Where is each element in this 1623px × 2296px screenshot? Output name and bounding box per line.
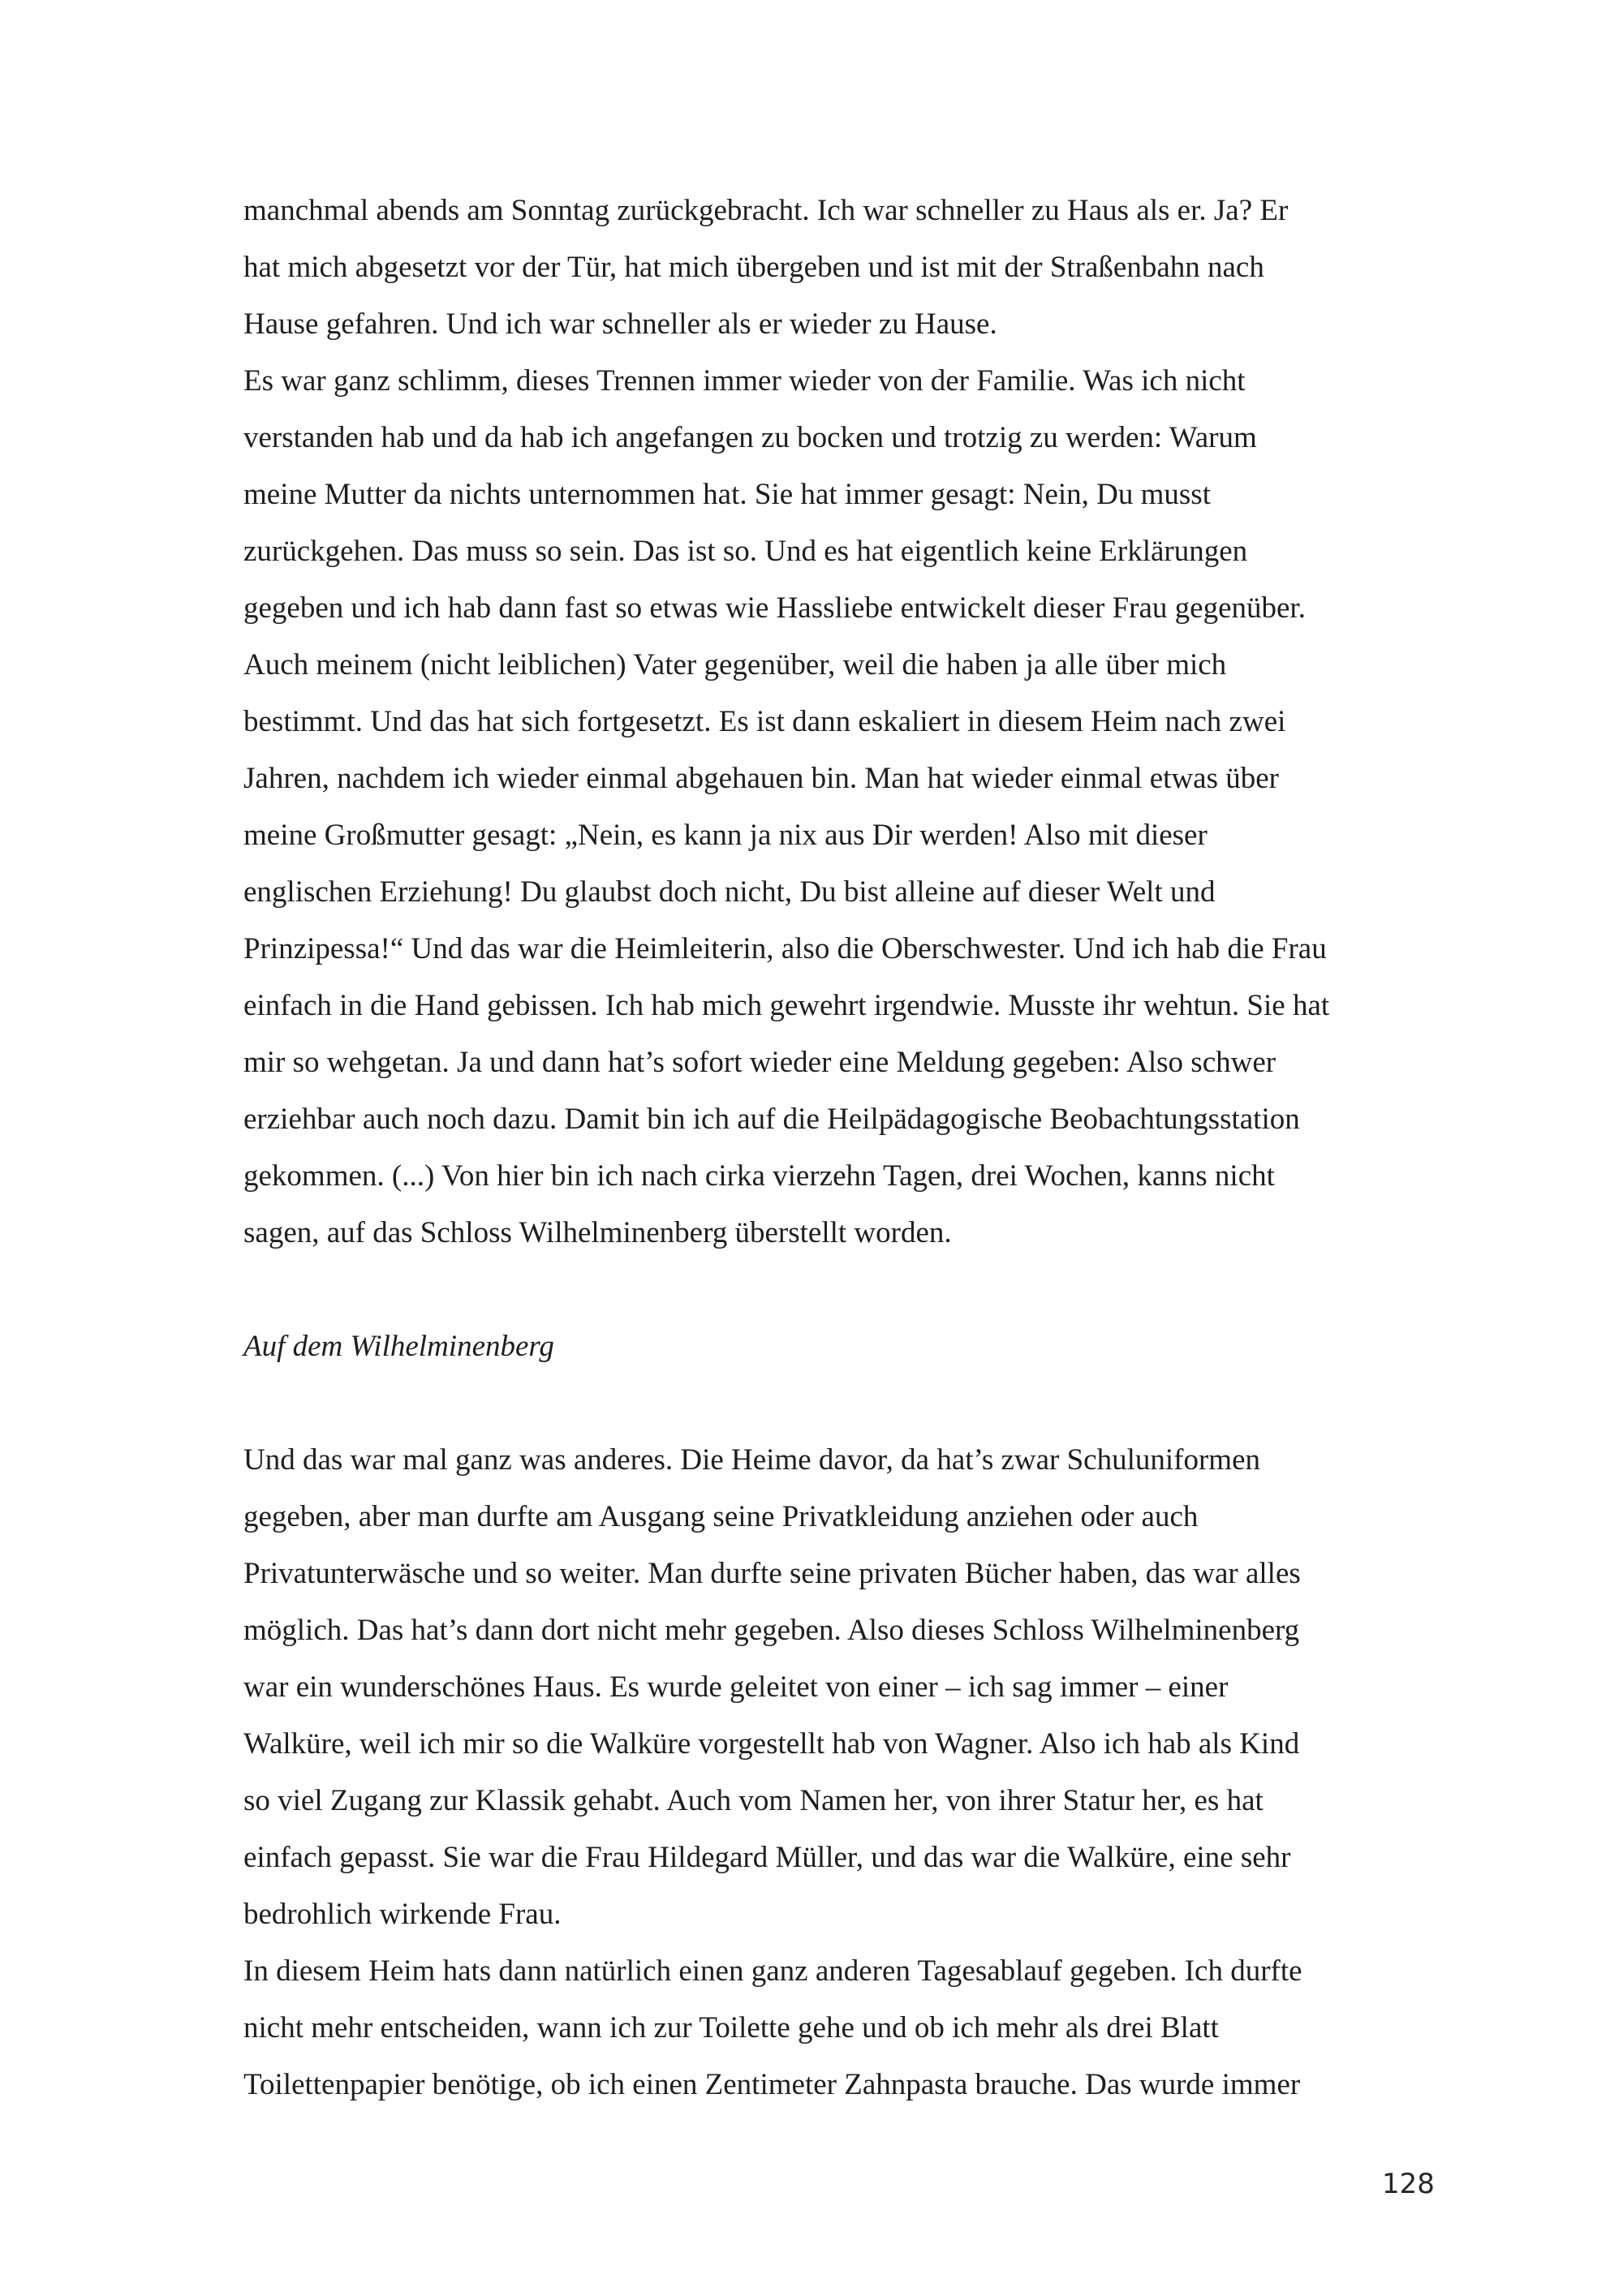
text-line: Toilettenpapier benötige, ob ich einen Zentimeter Zahnpasta brauche. Das wurde immer — [243, 2068, 1301, 2101]
text-line: gekommen. (...) Von hier bin ich nach cirka vierzehn Tagen, drei Wochen, kanns nicht — [243, 1159, 1275, 1193]
text-line: Privatunterwäsche und so weiter. Man durfte seine privaten Bücher haben, das war alles — [243, 1557, 1301, 1590]
text-line: sagen, auf das Schloss Wilhelminenberg überstellt worden. — [243, 1216, 952, 1249]
text-line: verstanden hab und da hab ich angefangen zu bocken und trotzig zu werden: Warum — [243, 421, 1257, 454]
text-line: gegeben und ich hab dann fast so etwas wie Hassliebe entwickelt dieser Frau gegenüber. — [243, 591, 1306, 625]
text-line: Es war ganz schlimm, dieses Trennen immer wieder von der Familie. Was ich nicht — [243, 364, 1246, 398]
text-line: meine Mutter da nichts unternommen hat. Sie hat immer gesagt: Nein, Du musst — [243, 478, 1211, 511]
text-line: meine Großmutter gesagt: „Nein, es kann ja nix aus Dir werden! Also mit dieser — [243, 819, 1208, 852]
text-line: zurückgehen. Das muss so sein. Das ist so. Und es hat eigentlich keine Erklärungen — [243, 535, 1248, 568]
text-line: Prinzipessa!“ Und das war die Heimleiterin, also die Oberschwester. Und ich hab die Frau — [243, 932, 1327, 965]
text-line: möglich. Das hat’s dann dort nicht mehr gegeben. Also dieses Schloss Wilhelminenberg — [243, 1614, 1300, 1647]
text-line: einfach gepasst. Sie war die Frau Hildegard Müller, und das war die Walküre, eine sehr — [243, 1841, 1291, 1874]
text-line: war ein wunderschönes Haus. Es wurde geleitet von einer – ich sag immer – einer — [243, 1670, 1229, 1704]
text-line: Auch meinem (nicht leiblichen) Vater gegenüber, weil die haben ja alle über mich — [243, 648, 1227, 681]
text-line: hat mich abgesetzt vor der Tür, hat mich übergeben und ist mit der Straßenbahn nach — [243, 251, 1264, 284]
text-line: so viel Zugang zur Klassik gehabt. Auch vom Namen her, von ihrer Statur her, es hat — [243, 1784, 1264, 1817]
text-line: nicht mehr entscheiden, wann ich zur Toilette gehe und ob ich mehr als drei Blatt — [243, 2011, 1219, 2044]
text-line: englischen Erziehung! Du glaubst doch nicht, Du bist alleine auf dieser Welt und — [243, 875, 1216, 909]
text-line: erziehbar auch noch dazu. Damit bin ich auf die Heilpädagogische Beobachtungsstation — [243, 1103, 1300, 1136]
text-line: Jahren, nachdem ich wieder einmal abgehauen bin. Man hat wieder einmal etwas über — [243, 762, 1279, 795]
text-line: mir so wehgetan. Ja und dann hat’s sofort wieder eine Meldung gegeben: Also schwer — [243, 1046, 1276, 1079]
text-line: Hause gefahren. Und ich war schneller als er wieder zu Hause. — [243, 307, 997, 341]
text-line: einfach in die Hand gebissen. Ich hab mich gewehrt irgendwie. Musste ihr wehtun. Sie hat — [243, 989, 1330, 1022]
text-line: manchmal abends am Sonntag zurückgebracht. Ich war schneller zu Haus als er. Ja? Er — [243, 194, 1289, 227]
page-number: 128 — [1382, 2168, 1435, 2200]
text-line: Walküre, weil ich mir so die Walküre vorgestellt hab von Wagner. Also ich hab als Kind — [243, 1727, 1300, 1761]
text-line: gegeben, aber man durfte am Ausgang seine Privatkleidung anziehen oder auch — [243, 1500, 1199, 1533]
text-line: Und das war mal ganz was anderes. Die Heime davor, da hat’s zwar Schuluniformen — [243, 1443, 1261, 1477]
section-heading: Auf dem Wilhelminenberg — [243, 1330, 554, 1363]
text-line: bestimmt. Und das hat sich fortgesetzt. Es ist dann eskaliert in diesem Heim nach zwei — [243, 705, 1286, 738]
text-line: In diesem Heim hats dann natürlich einen ganz anderen Tagesablauf gegeben. Ich durfte — [243, 1954, 1302, 1988]
text-line: bedrohlich wirkende Frau. — [243, 1898, 562, 1931]
